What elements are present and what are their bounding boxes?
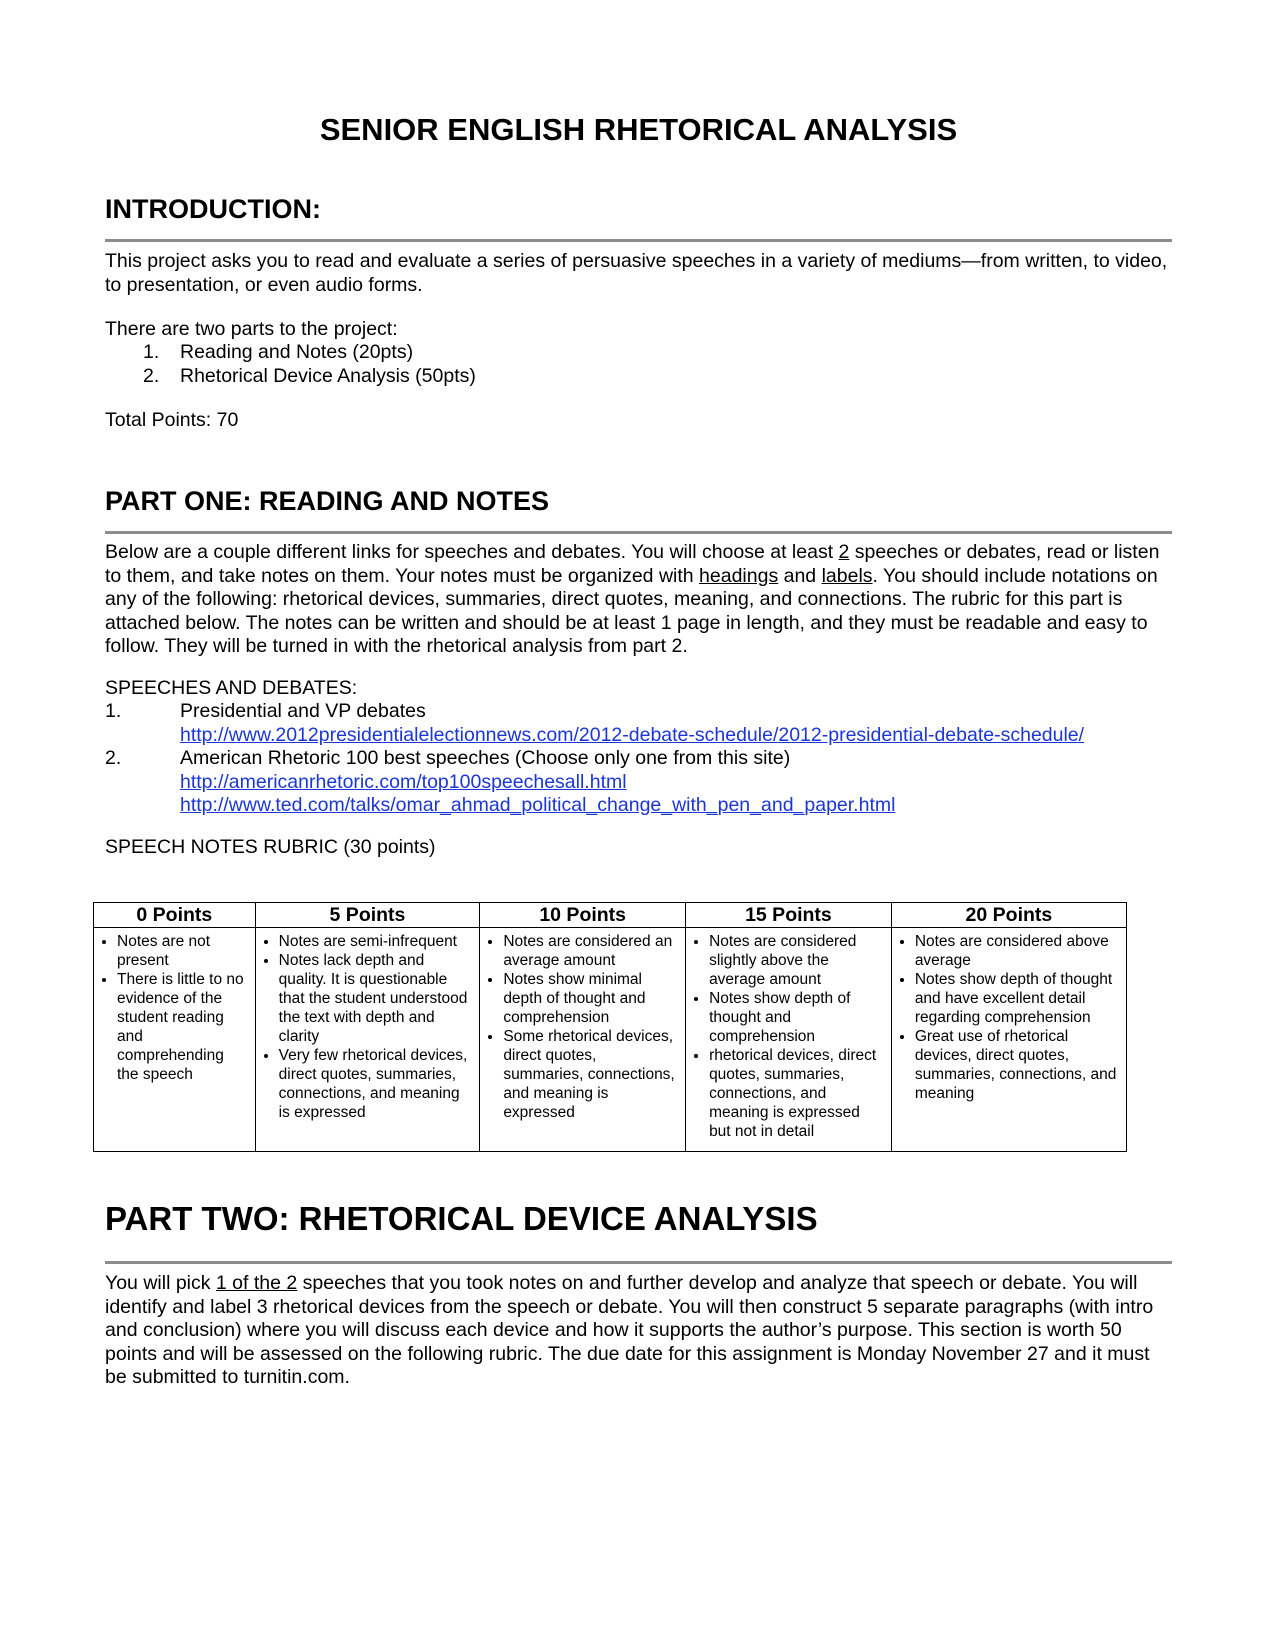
part-one-rule <box>105 531 1172 534</box>
rubric-cell <box>255 928 480 1152</box>
rubric-header: 5 Points <box>255 903 480 928</box>
rubric-cell <box>891 928 1126 1152</box>
list-item: 2. Rhetorical Device Analysis (50pts) <box>143 364 476 387</box>
list-item: 1. Reading and Notes (20pts) <box>143 341 414 363</box>
rubric-criterion: • Notes are not present <box>117 932 249 970</box>
page-title: SENIOR ENGLISH RHETORICAL ANALYSIS <box>319 112 958 147</box>
introduction-rule <box>105 239 1172 242</box>
rubric-header: 15 Points <box>686 903 892 928</box>
introduction-paragraph: This project asks you to read and evaluate a series of persuasive speeches in a variety of mediums—from written, to video, to presentation, or even audio forms. <box>105 250 1168 296</box>
speeches-list <box>105 700 1185 818</box>
introduction-heading: INTRODUCTION: <box>105 194 321 224</box>
parts-list <box>105 341 476 388</box>
rubric-criterion: • Notes show depth of thought and have excellent detail regarding comprehension <box>915 970 1120 1027</box>
parts-intro: There are two parts to the project: <box>105 318 398 340</box>
part-one-paragraph: Below are a couple different links for speeches and debates. You will choose at least 2 speeches or debates, read or listen to them, and take notes on them. Your notes must be organized with headings and labels. You should include notations on any of the following: rhetorical devices, summaries, direct quotes, meaning, and connections. The rubric for this part is attached below. The notes can be written and should be at least 1 page in length, and they must be readable and easy to follow. They will be turned in with the rhetorical analysis from part 2. <box>105 541 1160 657</box>
rubric-criterion: • Great use of rhetorical devices, direct quotes, summaries, connections, and meaning <box>915 1027 1120 1103</box>
rubric-criterion: • Notes are considered above average <box>915 932 1120 970</box>
rubric-criterion: • Notes are semi-infrequent <box>279 932 474 951</box>
rubric-criterion: • Some rhetorical devices, direct quotes, summaries, connections, and meaning is expressed <box>503 1027 679 1122</box>
part-two-paragraph: You will pick 1 of the 2 speeches that you took notes on and further develop and analyze that speech or debate. You will identify and label 3 rhetorical devices from the speech or debate. You will then construct 5 separate paragraphs (with intro and conclusion) where you will discuss each device and how it supports the author’s purpose. This section is worth 50 points and will be assessed on the following rubric. The due date for this assignment is Monday November 27 and it must be submitted to turnitin.com. <box>105 1272 1154 1388</box>
american-rhetoric-link[interactable]: http://americanrhetoric.com/top100speechesall.html <box>180 770 627 793</box>
part-one-heading: PART ONE: READING AND NOTES <box>105 486 550 516</box>
rubric-header: 20 Points <box>891 903 1126 928</box>
table-row <box>94 903 1127 928</box>
debate-schedule-link[interactable]: http://www.2012presidentialelectionnews.com/2012-debate-schedule/2012-presidential-debate-schedule/ <box>180 723 1085 746</box>
part-two-rule <box>105 1261 1172 1264</box>
rubric-criterion: • Notes lack depth and quality. It is questionable that the student understood the text with depth and clarity <box>279 951 474 1046</box>
rubric-criterion: • Notes are considered slightly above the average amount <box>709 932 885 989</box>
speeches-heading: SPEECHES AND DEBATES: <box>105 677 358 699</box>
rubric-criterion: • Notes show minimal depth of thought and comprehension <box>503 970 679 1027</box>
rubric-header: 0 Points <box>94 903 256 928</box>
total-points: Total Points: 70 <box>105 409 239 431</box>
rubric-cell <box>94 928 256 1152</box>
rubric-criterion: • rhetorical devices, direct quotes, summaries, connections, and meaning is expressed but not in detail <box>709 1046 885 1141</box>
rubric-criterion: • Notes show depth of thought and comprehension <box>709 989 885 1046</box>
table-row <box>94 928 1127 1152</box>
part-two-heading: PART TWO: RHETORICAL DEVICE ANALYSIS <box>105 1200 818 1237</box>
rubric-cell <box>686 928 892 1152</box>
rubric-caption: SPEECH NOTES RUBRIC (30 points) <box>105 836 436 858</box>
list-item: 2. American Rhetoric 100 best speeches (Choose only one from this site) http://americanrhetoric.com/top100speechesall.html http://www.ted.com/talks/omar_ahmad_political_change_with_pen_and_paper.html <box>105 747 1185 818</box>
rubric-header: 10 Points <box>480 903 686 928</box>
rubric-criterion: • Notes are considered an average amount <box>503 932 679 970</box>
list-item: 1. Presidential and VP debates http://www.2012presidentialelectionnews.com/2012-debate-schedule/2012-presidential-debate-schedule/ <box>105 700 1185 747</box>
rubric-criterion: • There is little to no evidence of the student reading and comprehending the speech <box>117 970 249 1084</box>
ted-talk-link[interactable]: http://www.ted.com/talks/omar_ahmad_political_change_with_pen_and_paper.html <box>180 794 896 816</box>
speech-notes-rubric <box>93 902 1127 1152</box>
rubric-cell <box>480 928 686 1152</box>
rubric-criterion: • Very few rhetorical devices, direct quotes, summaries, connections, and meaning is expressed <box>279 1046 474 1122</box>
